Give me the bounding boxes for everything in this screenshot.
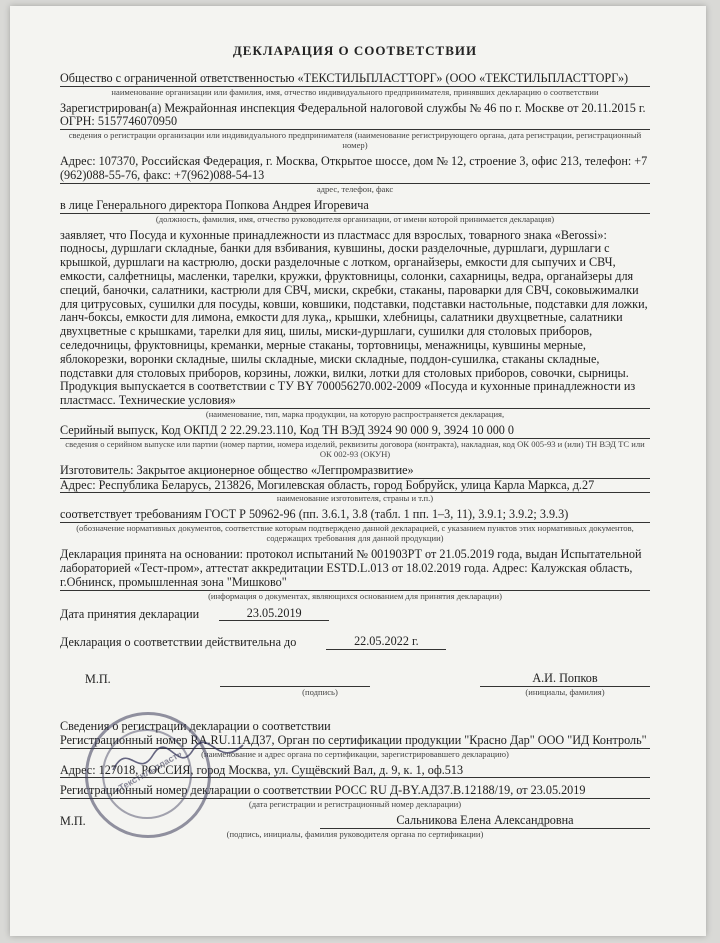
reg-address: Адрес: 127018, РОССИЯ, город Москва, ул. Сущёвский Вал, д. 9, к. 1, оф.513 <box>60 764 650 779</box>
validity-label: Декларация о соответствии действительна до <box>60 635 297 650</box>
product-standard: Продукция выпускается в соответствии с ТУ BY 700056270.002-2009 «Посуда и кухонные принадлежности из пластмасс. Технические условия» <box>60 380 650 409</box>
address-text: Адрес: 107370, Российская Федерация, г. Москва, Открытое шоссе, дом № 12, строение 3, офис 213, телефон: +7 (962)088-55-76, факс: +7(962)088-54-13 <box>60 155 650 184</box>
serial-text: Серийный выпуск, Код ОКПД 2 22.29.23.110, Код ТН ВЭД 3924 90 000 9, 3924 10 000 0 <box>60 424 650 439</box>
product-text: заявляет, что Посуда и кухонные принадлежности из пластмасс для взрослых, товарного знака «Berossi»: подносы, дуршлаги складные, банки для взбивания, кувшины, доски разделочные, дуршлаги, дуршлаги с крышкой, дуршлаги на кастрюлю, доски разделочные с лотком, органайзеры, емкости для сыпучих и СВЧ, емкости, салфетницы, масленки, тарелки, кружки, фруктовницы, солонки, сахарницы, ведра, органайзеры для специй, баночки, салатники, кастрюли для СВЧ, миски, скребки, стаканы, пароварки для СВЧ, соковыжималки для цитрусовых, сушилки для посуды, ковши, ковшики, подставки, подставки настольные, подставки для ложки, ланч-боксы, емкости для лимона, емкости для лука,, крышки, хлебницы, салатники двухцветные, салатники двухцветные с крышками, тарелки для яиц, шилы, миски-дуршлаги, сушилки для столовых приборов, селедочницы, фруктовницы, креманки, мерные стаканы, тортовницы, менажницы, кувшины мерные, яблокорезки, воронки складные, шилы складные, миски складные, поддон-сушилка, стаканы складные, подставки для столовых приборов, корзины, ложки, вилки, лотки для столовых приборов, совочки, сырницы. <box>60 227 648 380</box>
compliance-caption: (обозначение нормативных документов, соответствие которым подтверждено данной декларацией, с указанием пунктов этих нормативных документов, содержащих требования для данной продукции) <box>76 523 634 544</box>
reg-caption-organ: (наименование и адрес органа по сертификации, зарегистрировавшего декларацию) <box>201 748 509 759</box>
validity-date: 22.05.2022 г. <box>326 635 446 650</box>
manufacturer-address: Адрес: Республика Беларусь, 213826, Могилевская область, город Бобруйск, улица Карла Маркса, д.27 <box>60 479 650 494</box>
reg-organ: Регистрационный номер RA.RU.11АД37, Орган по сертификации продукции "Красно Дар" ООО "ИД Контроль" <box>60 734 650 749</box>
reg-head-name: Сальникова Елена Александровна <box>320 814 650 829</box>
representative-text: в лице Генерального директора Попкова Андрея Игоревича <box>60 199 650 214</box>
reg-number: Регистрационный номер декларации о соответствии РОСС RU Д-BY.АД37.В.12188/19, от 23.05.2019 <box>60 784 650 799</box>
reg-heading: Сведения о регистрации декларации о соответствии <box>60 718 331 733</box>
compliance-text: соответствует требованиям ГОСТ Р 50962-96 (пп. 3.6.1, 3.8 (табл. 1 пп. 1–3, 11), 3.9.1; 3.9.2; 3.9.3) <box>60 508 650 523</box>
signature-row <box>60 672 650 687</box>
reg-stamp-mark: М.П. <box>60 814 86 829</box>
applicant-text: Общество с ограниченной ответственностью «ТЕКСТИЛЬПЛАСТТОРГ» (ООО «ТЕКСТИЛЬПЛАСТТОРГ») <box>60 72 650 87</box>
basis-caption: (информация о документах, являющихся основанием для принятия декларации) <box>208 590 502 601</box>
acceptance-date: 23.05.2019 <box>219 607 329 622</box>
document-title: ДЕКЛАРАЦИЯ О СООТВЕТСТВИИ <box>232 43 478 58</box>
registration-caption: сведения о регистрации организации или индивидуального предпринимателя (наименование регистрирующего органа, дата регистрации, регистрационный номер) <box>68 130 642 151</box>
serial-caption: сведения о серийном выпуске или партии (номер партии, номера изделий, реквизиты договора (контракта), накладная, код ОК 005-93 и (или) ТН ВЭД ТС или ОК 002-93 (ОКУН) <box>65 438 645 459</box>
reg-caption-head: (подпись, инициалы, фамилия руководителя органа по сертификации) <box>226 828 484 839</box>
acceptance-row <box>60 607 650 622</box>
applicant-caption: наименование организации или фамилия, имя, отчество индивидуального предпринимателя, принявших декларацию о соответствии <box>111 86 599 97</box>
manufacturer-text: Изготовитель: Закрытое акционерное общество «Легпромразвитие» <box>60 464 650 479</box>
registration-text: Зарегистрирован(а) Межрайонная инспекция Федеральной налоговой службы № 46 по г. Москве от 20.11.2015 г. ОГРН: 5157746070950 <box>60 102 650 131</box>
signature-captions <box>60 687 650 702</box>
representative-caption: (должность, фамилия, имя, отчество руководителя организации, от имени которой принимается декларация) <box>155 213 555 224</box>
validity-row <box>60 635 650 650</box>
stamp-text: «Текстильпласт» <box>112 748 184 796</box>
acceptance-label: Дата принятия декларации <box>60 606 200 621</box>
reg-caption-number: (дата регистрации и регистрационный номер декларации) <box>248 799 462 810</box>
address-caption: адрес, телефон, факс <box>316 183 394 194</box>
signer-name: А.И. Попков <box>480 672 650 687</box>
basis-text: Декларация принята на основании: протокол испытаний № 001903РТ от 21.05.2019 года, выдан Испытательной лабораторией «Тест-пром», аттестат аккредитации ESTD.L.013 от 18.02.2019 года. Адрес: Калужская область, г.Обнинск, промышленная зона "Мишково" <box>60 548 650 590</box>
signer-caption: (инициалы, фамилия) <box>525 686 605 697</box>
manufacturer-caption: наименование изготовителя, страны и т.п.) <box>276 493 434 504</box>
signature-caption: (подпись) <box>302 686 338 697</box>
stamp-mark: М.П. <box>85 672 111 687</box>
handwritten-signature <box>108 735 248 785</box>
product-caption: (наименование, тип, марка продукции, на которую распространяется декларация, <box>205 408 505 419</box>
